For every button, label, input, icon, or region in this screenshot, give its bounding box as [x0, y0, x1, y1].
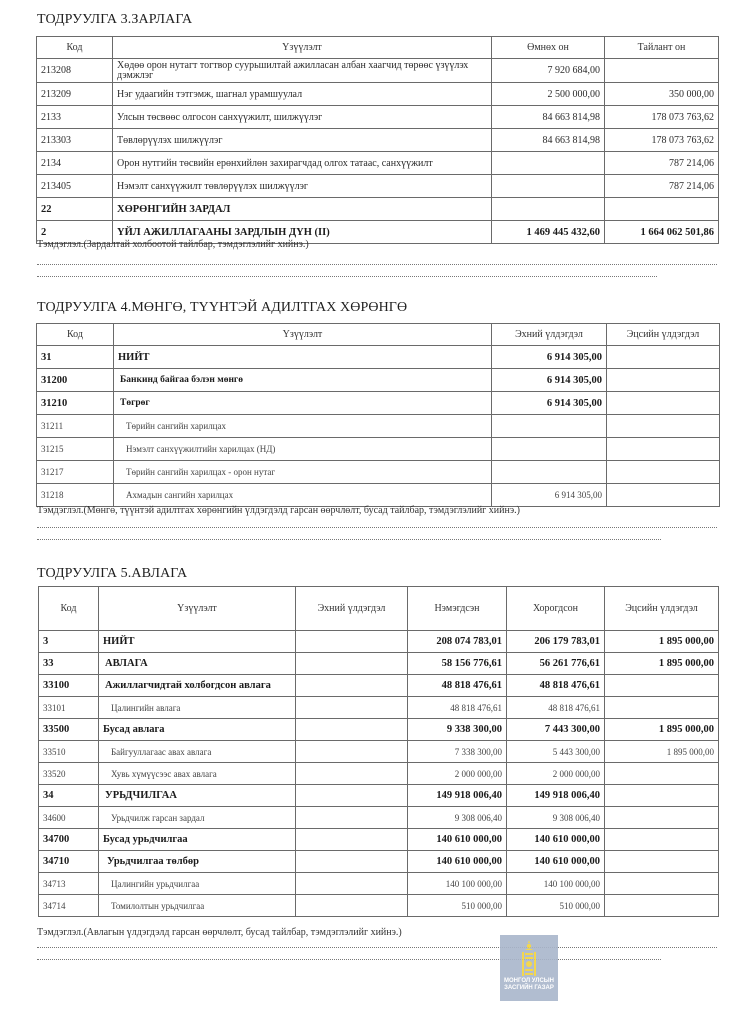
- table-row: [37, 369, 720, 392]
- row-name: Төгрөг: [114, 392, 492, 415]
- table-row: [37, 106, 719, 129]
- row-reduced: 149 918 006,40: [507, 785, 605, 807]
- row-code: 34710: [39, 851, 99, 873]
- table-header-row: [39, 587, 719, 631]
- row-name: Цалингийн урьдчилгаа: [99, 873, 296, 895]
- row-name: Төвлөрүүлэх шилжүүлэг: [113, 129, 492, 152]
- row-name: АВЛАГА: [99, 653, 296, 675]
- row-start: 6 914 305,00: [492, 392, 607, 415]
- row-start: [296, 851, 408, 873]
- row-end: 1 895 000,00: [605, 631, 719, 653]
- row-code: 31211: [37, 415, 114, 438]
- row-code: 2134: [37, 152, 113, 175]
- row-current: [605, 198, 719, 221]
- row-name: НИЙТ: [114, 346, 492, 369]
- row-name: Нэмэлт санхүүжилт төвлөрүүлэх шилжүүлэг: [113, 175, 492, 198]
- row-current: 178 073 763,62: [605, 106, 719, 129]
- row-added: 149 918 006,40: [408, 785, 507, 807]
- logo-text-line2: ЗАСГИЙН ГАЗАР: [504, 985, 554, 991]
- row-end: [607, 438, 720, 461]
- table-row: [39, 719, 719, 741]
- row-end: [607, 415, 720, 438]
- row-name: Цалингийн авлага: [99, 697, 296, 719]
- row-end: 1 895 000,00: [605, 719, 719, 741]
- expenses-table: [36, 36, 719, 244]
- row-code: 31215: [37, 438, 114, 461]
- table-row: [39, 697, 719, 719]
- row-name: Бусад авлага: [99, 719, 296, 741]
- row-start: [296, 697, 408, 719]
- government-logo-watermark: [500, 935, 558, 1001]
- row-prev: [492, 175, 605, 198]
- table-row: [37, 152, 719, 175]
- row-code: 3: [39, 631, 99, 653]
- header-code: Код: [37, 324, 114, 346]
- row-added: 9 338 300,00: [408, 719, 507, 741]
- row-reduced: 140 100 000,00: [507, 873, 605, 895]
- row-reduced: 140 610 000,00: [507, 851, 605, 873]
- table-header-row: [37, 37, 719, 59]
- row-name: Томилолтын урьдчилгаа: [99, 895, 296, 917]
- row-name: Нэг удаагийн тэтгэмж, шагнал урамшуулал: [113, 83, 492, 106]
- section5-title: ТОДРУУЛГА 5.АВЛАГА: [37, 566, 188, 581]
- soyombo-emblem-icon: [522, 940, 536, 978]
- row-code: 213405: [37, 175, 113, 198]
- row-name: Нэмэлт санхүүжилтийн харилцах (НД): [114, 438, 492, 461]
- row-end: [607, 369, 720, 392]
- header-end-balance: Эцсийн үлдэгдэл: [605, 587, 719, 631]
- row-name: Байгууллагаас авах авлага: [99, 741, 296, 763]
- row-code: 31217: [37, 461, 114, 484]
- header-indicator: Үзүүлэлт: [113, 37, 492, 59]
- row-name: Ахмадын сангийн харилцах: [114, 484, 492, 507]
- note-line: [37, 947, 717, 948]
- row-reduced: 2 000 000,00: [507, 763, 605, 785]
- table-row: [39, 653, 719, 675]
- row-name: Бусад урьдчилгаа: [99, 829, 296, 851]
- row-added: 58 156 776,61: [408, 653, 507, 675]
- row-code: 22: [37, 198, 113, 221]
- row-start: [296, 763, 408, 785]
- row-code: 213209: [37, 83, 113, 106]
- header-end-balance: Эцсийн үлдэгдэл: [607, 324, 720, 346]
- row-reduced: 7 443 300,00: [507, 719, 605, 741]
- row-name: Улсын төсвөөс олгосон санхүүжилт, шилжүүлэг: [113, 106, 492, 129]
- row-end: [607, 484, 720, 507]
- row-current: 787 214,06: [605, 152, 719, 175]
- section4-title: ТОДРУУЛГА 4.МӨНГӨ, ТҮҮНТЭЙ АДИЛТГАХ ХӨРӨНГӨ: [37, 300, 408, 315]
- row-start: [296, 653, 408, 675]
- row-name: Урьдчилж гарсан зардал: [99, 807, 296, 829]
- table-row: [39, 763, 719, 785]
- logo-text-line1: МОНГОЛ УЛСЫН: [504, 978, 554, 984]
- row-added: 208 074 783,01: [408, 631, 507, 653]
- table-row: [39, 785, 719, 807]
- row-current: 1 664 062 501,86: [605, 221, 719, 244]
- row-added: 140 100 000,00: [408, 873, 507, 895]
- row-name: Төрийн сангийн харилцах - орон нутаг: [114, 461, 492, 484]
- row-name: Банкинд байгаа бэлэн мөнгө: [114, 369, 492, 392]
- table-row: [39, 807, 719, 829]
- row-code: 31: [37, 346, 114, 369]
- row-reduced: 140 610 000,00: [507, 829, 605, 851]
- row-reduced: 206 179 783,01: [507, 631, 605, 653]
- row-start: [492, 438, 607, 461]
- header-indicator: Үзүүлэлт: [99, 587, 296, 631]
- row-code: 2: [37, 221, 113, 244]
- row-prev: [492, 152, 605, 175]
- row-added: 48 818 476,61: [408, 697, 507, 719]
- row-code: 33100: [39, 675, 99, 697]
- table-row: [37, 59, 719, 83]
- row-name: Хувь хүмүүсээс авах авлага: [99, 763, 296, 785]
- row-start: [296, 741, 408, 763]
- row-code: 33: [39, 653, 99, 675]
- row-start: [296, 675, 408, 697]
- row-end: [607, 461, 720, 484]
- row-name: Орон нутгийн төсвийн ерөнхийлөн захирагчдад олгох татаас, санхүүжилт: [113, 152, 492, 175]
- row-code: 33510: [39, 741, 99, 763]
- row-reduced: 9 308 006,40: [507, 807, 605, 829]
- row-prev: [492, 198, 605, 221]
- row-code: 34600: [39, 807, 99, 829]
- header-code: Код: [39, 587, 99, 631]
- row-start: [296, 631, 408, 653]
- table-row: [39, 895, 719, 917]
- table-row: [39, 675, 719, 697]
- row-reduced: 510 000,00: [507, 895, 605, 917]
- header-indicator: Үзүүлэлт: [114, 324, 492, 346]
- row-code: 34: [39, 785, 99, 807]
- row-code: 31200: [37, 369, 114, 392]
- receivables-table: [38, 586, 719, 917]
- header-start-balance: Эхний үлдэгдэл: [492, 324, 607, 346]
- row-added: 7 338 300,00: [408, 741, 507, 763]
- note-line: [37, 276, 657, 277]
- row-start: [296, 895, 408, 917]
- row-code: 33500: [39, 719, 99, 741]
- cash-table: [36, 323, 720, 507]
- row-code: 34714: [39, 895, 99, 917]
- row-added: 48 818 476,61: [408, 675, 507, 697]
- row-name: УРЬДЧИЛГАА: [99, 785, 296, 807]
- row-current: [605, 59, 719, 83]
- row-start: [492, 415, 607, 438]
- row-name: ХӨРӨНГИЙН ЗАРДАЛ: [113, 198, 492, 221]
- row-name: Төрийн сангийн харилцах: [114, 415, 492, 438]
- row-code: 2133: [37, 106, 113, 129]
- table-row: [37, 175, 719, 198]
- row-name: НИЙТ: [99, 631, 296, 653]
- row-reduced: 56 261 776,61: [507, 653, 605, 675]
- row-start: 6 914 305,00: [492, 346, 607, 369]
- table-row: [37, 83, 719, 106]
- row-end: [607, 392, 720, 415]
- row-added: 9 308 006,40: [408, 807, 507, 829]
- row-code: 213208: [37, 59, 113, 83]
- row-end: 1 895 000,00: [605, 741, 719, 763]
- row-code: 33101: [39, 697, 99, 719]
- row-end: [605, 895, 719, 917]
- row-current: 178 073 763,62: [605, 129, 719, 152]
- section3-title: ТОДРУУЛГА 3.ЗАРЛАГА: [37, 12, 193, 27]
- row-added: 510 000,00: [408, 895, 507, 917]
- table-row: [37, 346, 720, 369]
- row-reduced: 48 818 476,61: [507, 697, 605, 719]
- row-start: [296, 719, 408, 741]
- row-code: 33520: [39, 763, 99, 785]
- row-end: [605, 785, 719, 807]
- row-prev: 7 920 684,00: [492, 59, 605, 83]
- row-reduced: 5 443 300,00: [507, 741, 605, 763]
- row-end: [605, 807, 719, 829]
- row-prev: 2 500 000,00: [492, 83, 605, 106]
- table-row: [37, 461, 720, 484]
- row-start: [296, 785, 408, 807]
- row-start: 6 914 305,00: [492, 484, 607, 507]
- note-line: [37, 959, 661, 960]
- section4-note: Тэмдэглэл.(Мөнгө, түүнтэй адилтгах хөрөнгийн үлдэгдэлд гарсан өөрчлөлт, бусад тайлбар, тэмдэглэлийг хийнэ.): [37, 505, 520, 516]
- row-name: ҮЙЛ АЖИЛЛАГААНЫ ЗАРДЛЫН ДҮН (II): [113, 221, 492, 244]
- row-added: 2 000 000,00: [408, 763, 507, 785]
- note-line: [37, 527, 717, 528]
- row-code: 34713: [39, 873, 99, 895]
- row-prev: 84 663 814,98: [492, 106, 605, 129]
- row-prev: 1 469 445 432,60: [492, 221, 605, 244]
- row-end: 1 895 000,00: [605, 653, 719, 675]
- note-line: [37, 539, 661, 540]
- row-end: [607, 346, 720, 369]
- table-row: [39, 873, 719, 895]
- row-end: [605, 675, 719, 697]
- table-row: [37, 392, 720, 415]
- row-start: [492, 461, 607, 484]
- row-name: Урьдчилгаа төлбөр: [99, 851, 296, 873]
- row-end: [605, 829, 719, 851]
- header-start-balance: Эхний үлдэгдэл: [296, 587, 408, 631]
- row-code: 213303: [37, 129, 113, 152]
- row-start: [296, 829, 408, 851]
- row-end: [605, 697, 719, 719]
- section3-note: Тэмдэглэл.(Зардалтай холбоотой тайлбар, тэмдэглэлийг хийнэ.): [37, 239, 309, 250]
- table-row: [39, 631, 719, 653]
- table-row: [37, 484, 720, 507]
- table-row: [39, 851, 719, 873]
- row-added: 140 610 000,00: [408, 829, 507, 851]
- table-row: [39, 829, 719, 851]
- row-start: 6 914 305,00: [492, 369, 607, 392]
- header-previous-year: Өмнөх он: [492, 37, 605, 59]
- table-row: [37, 415, 720, 438]
- row-code: 31218: [37, 484, 114, 507]
- row-current: 350 000,00: [605, 83, 719, 106]
- row-prev: 84 663 814,98: [492, 129, 605, 152]
- table-row: [37, 198, 719, 221]
- row-name: Хөдөө орон нутагт тогтвор суурьшилтай ажилласан албан хаагчид төрөөс үзүүлэх дэмжлэг: [113, 59, 492, 83]
- table-row: [39, 741, 719, 763]
- header-code: Код: [37, 37, 113, 59]
- row-code: 31210: [37, 392, 114, 415]
- row-name: Ажиллагчидтай холбогдсон авлага: [99, 675, 296, 697]
- row-code: 34700: [39, 829, 99, 851]
- row-end: [605, 851, 719, 873]
- note-line: [37, 264, 717, 265]
- row-end: [605, 763, 719, 785]
- header-reduced: Хорогдсон: [507, 587, 605, 631]
- row-current: 787 214,06: [605, 175, 719, 198]
- row-start: [296, 873, 408, 895]
- header-added: Нэмэгдсэн: [408, 587, 507, 631]
- row-added: 140 610 000,00: [408, 851, 507, 873]
- header-current-year: Тайлант он: [605, 37, 719, 59]
- row-start: [296, 807, 408, 829]
- row-reduced: 48 818 476,61: [507, 675, 605, 697]
- row-end: [605, 873, 719, 895]
- table-row: [37, 438, 720, 461]
- table-header-row: [37, 324, 720, 346]
- section5-note: Тэмдэглэл.(Авлагын үлдэгдэлд гарсан өөрчлөлт, бусад тайлбар, тэмдэглэлийг хийнэ.): [37, 927, 402, 938]
- table-row: [37, 129, 719, 152]
